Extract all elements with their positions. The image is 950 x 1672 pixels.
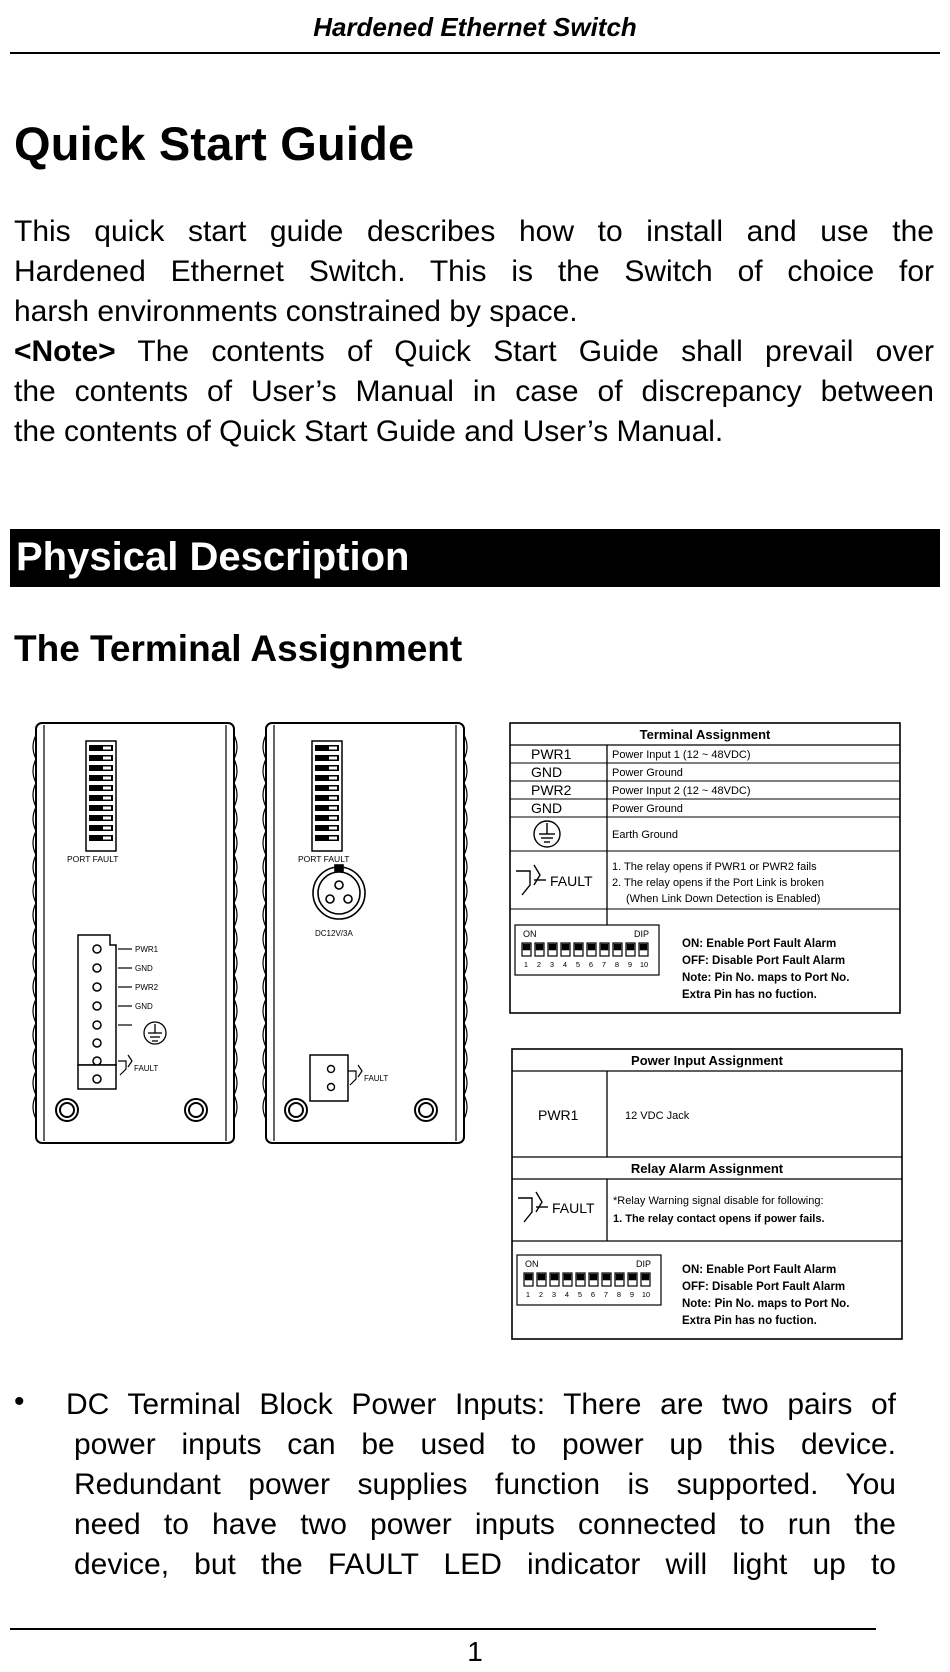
relay-table-title: Relay Alarm Assignment — [630, 1161, 784, 1176]
power-pin: PWR1 — [538, 1107, 579, 1123]
power-table-title: Power Input Assignment — [631, 1053, 783, 1068]
relay-note: 1. The relay contact opens if power fails. — [613, 1213, 825, 1225]
dip-on-label: ON — [523, 929, 537, 939]
intro-line: harsh environments constrained by space. — [14, 295, 578, 328]
dip-number: 9 — [627, 960, 633, 969]
header-rule — [10, 52, 940, 54]
dip-number: 1 — [525, 1290, 531, 1299]
dip-note: Extra Pin has no fuction. — [682, 989, 817, 1001]
dip-number: 5 — [577, 1290, 583, 1299]
relay-note: *Relay Warning signal disable for following: — [613, 1195, 824, 1207]
page-title: Quick Start Guide — [14, 117, 415, 170]
note-line: the contents of User’s Manual in case of discrepancy between — [14, 375, 934, 408]
right-fault-label: FAULT — [364, 1074, 389, 1083]
dip-number: 2 — [538, 1290, 544, 1299]
terminal-pin: PWR1 — [531, 746, 572, 762]
dip-number: 8 — [614, 960, 620, 969]
note-line: the contents of Quick Start Guide and User’s Manual. — [14, 415, 724, 448]
fault-note: (When Link Down Detection is Enabled) — [626, 893, 821, 905]
bullet-line: DC Terminal Block Power Inputs: There are two pairs of — [66, 1388, 896, 1421]
terminal-desc: Power Input 1 (12 ~ 48VDC) — [612, 749, 751, 761]
dip-number: 1 — [523, 960, 529, 969]
intro-paragraph — [14, 212, 934, 332]
dip-note: Note: Pin No. maps to Port No. — [682, 972, 850, 984]
page-number: 1 — [467, 1636, 483, 1667]
dip-note: Note: Pin No. maps to Port No. — [682, 1298, 850, 1310]
section-title: Physical Description — [16, 535, 410, 579]
dip-number: 2 — [536, 960, 542, 969]
dip-number: 7 — [601, 960, 607, 969]
intro-line: Hardened Ethernet Switch. This is the Switch of choice for — [14, 255, 934, 288]
note-tag: <Note> — [14, 335, 116, 368]
dip-number: 10 — [641, 1290, 651, 1299]
fault-note: 2. The relay opens if the Port Link is broken — [612, 877, 824, 889]
note-line — [14, 332, 934, 372]
left-terminal-label: FAULT — [134, 1064, 159, 1073]
bullet-line: device, but the FAULT LED indicator will light up to — [74, 1548, 896, 1581]
dip-note: Extra Pin has no fuction. — [682, 1315, 817, 1327]
dip-number: 4 — [564, 1290, 570, 1299]
bullet-line: Redundant power supplies function is supported. You — [74, 1468, 896, 1501]
fault-note: 1. The relay opens if PWR1 or PWR2 fails — [612, 861, 817, 873]
dip-number: 4 — [562, 960, 568, 969]
subheading: The Terminal Assignment — [14, 628, 463, 669]
terminal-fault-label: FAULT — [550, 873, 593, 889]
dip-on-label: ON — [525, 1259, 539, 1269]
left-unit — [33, 723, 237, 1143]
footer-rule — [10, 1628, 876, 1630]
left-terminal-label: PWR2 — [135, 983, 159, 992]
dip-number: 9 — [629, 1290, 635, 1299]
intro-line: This quick start guide describes how to install and use the — [14, 215, 934, 248]
dip-number: 6 — [588, 960, 594, 969]
note-text: The contents of Quick Start Guide shall prevail over — [115, 335, 934, 368]
dip-label: DIP — [634, 929, 650, 939]
dip-number: 6 — [590, 1290, 596, 1299]
dip-note: ON: Enable Port Fault Alarm — [682, 1264, 837, 1276]
left-terminal-label: GND — [135, 964, 153, 973]
dip-number: 5 — [575, 960, 581, 969]
left-terminal-label: PWR1 — [135, 945, 159, 954]
terminal-pin: GND — [531, 764, 563, 780]
terminal-assignment-figure — [30, 715, 910, 1350]
dip-note: ON: Enable Port Fault Alarm — [682, 938, 837, 950]
relay-fault-label: FAULT — [552, 1200, 595, 1216]
bullet-line: power inputs can be used to power up this device. — [74, 1428, 896, 1461]
terminal-desc: Power Ground — [612, 803, 683, 815]
dip-label: DIP — [636, 1259, 652, 1269]
bullet-paragraph — [66, 1385, 896, 1585]
dip-number: 10 — [639, 960, 649, 969]
terminal-desc: Power Ground — [612, 767, 683, 779]
terminal-table-title: Terminal Assignment — [639, 727, 771, 742]
note-paragraph — [14, 332, 934, 452]
earth-ground-label: Earth Ground — [612, 829, 679, 841]
bullet-line: need to have two power inputs connected to run the — [74, 1508, 896, 1541]
dip-number: 3 — [551, 1290, 557, 1299]
terminal-assignment-table — [510, 723, 900, 1013]
terminal-pin: PWR2 — [531, 782, 572, 798]
left-port-fault-label: PORT FAULT — [67, 854, 119, 864]
power-desc: 12 VDC Jack — [625, 1110, 690, 1122]
right-unit — [263, 723, 467, 1143]
power-input-table — [512, 1049, 902, 1339]
terminal-desc: Power Input 2 (12 ~ 48VDC) — [612, 785, 751, 797]
dip-number: 8 — [616, 1290, 622, 1299]
running-header: Hardened Ethernet Switch — [313, 12, 637, 42]
dc-jack-label: DC12V/3A — [315, 929, 353, 938]
section-bar — [10, 529, 940, 587]
dip-note: OFF: Disable Port Fault Alarm — [682, 955, 846, 967]
terminal-pin: GND — [531, 800, 563, 816]
left-terminal-label: GND — [135, 1002, 153, 1011]
dip-number: 3 — [549, 960, 555, 969]
right-port-fault-label: PORT FAULT — [298, 854, 350, 864]
bullet-symbol: • — [14, 1385, 25, 1418]
dip-note: OFF: Disable Port Fault Alarm — [682, 1281, 846, 1293]
dip-number: 7 — [603, 1290, 609, 1299]
